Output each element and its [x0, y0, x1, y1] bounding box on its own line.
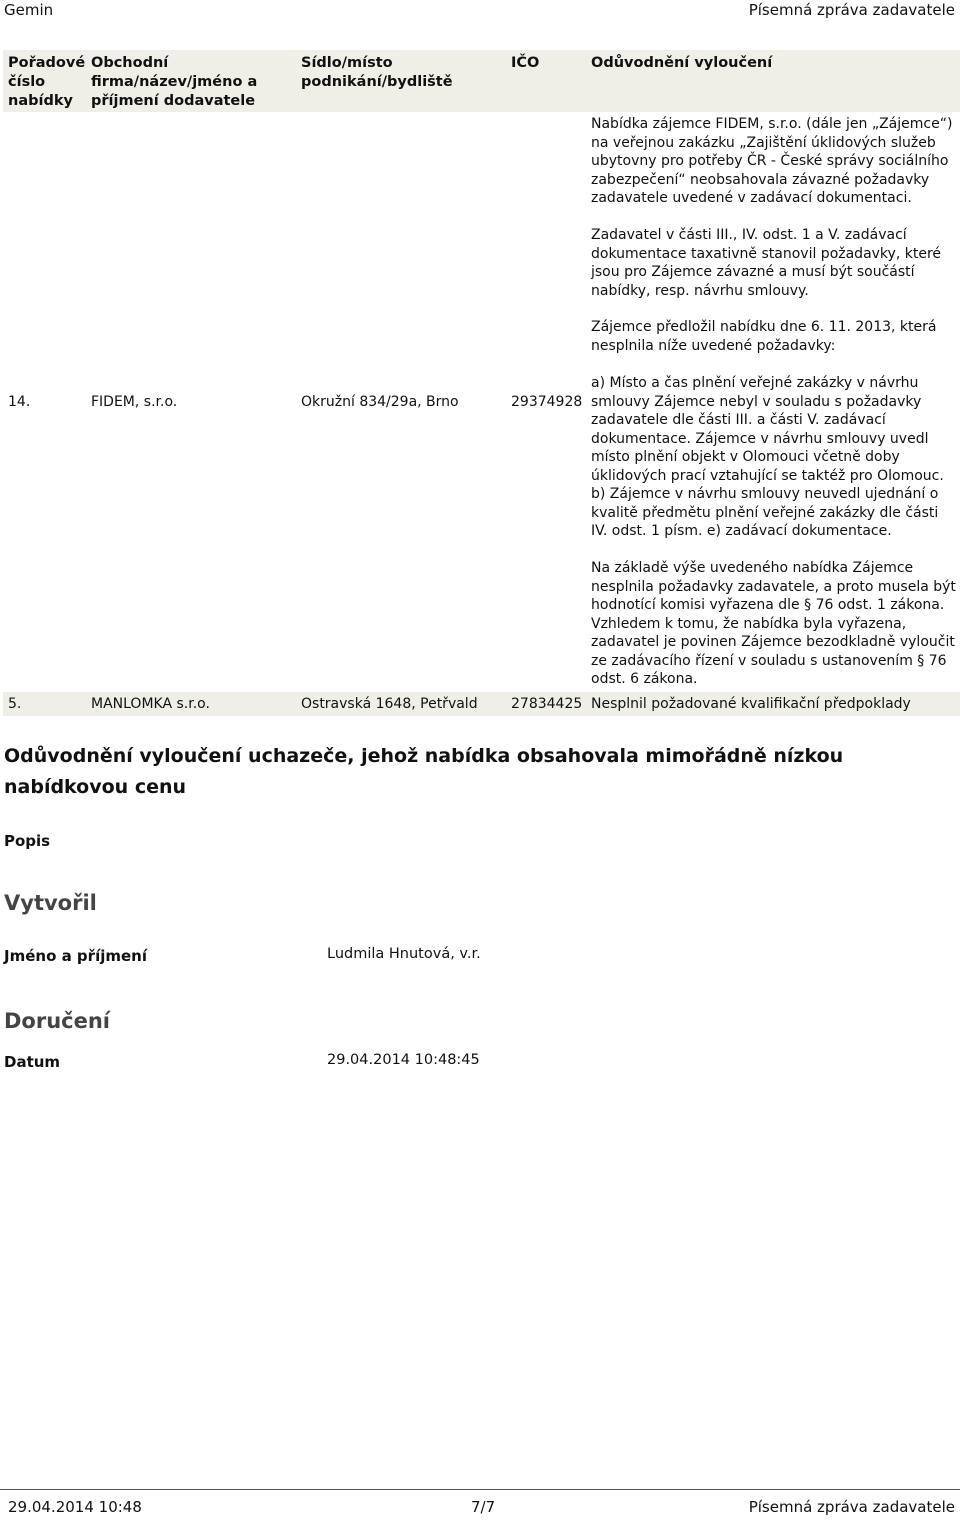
footer-right: Písemná zpráva zadavatele: [748, 1498, 955, 1516]
row-reason: [591, 318, 957, 355]
table-row: [3, 692, 960, 716]
name-value: Ludmila Hnutová, v.r.: [327, 946, 481, 962]
reason-paragraph: Zájemce předložil nabídku dne 6. 11. 2013, která nesplnila níže uvedené požadavky:: [591, 319, 937, 354]
col-address: Sídlo/místo podnikání/bydliště: [301, 55, 453, 90]
name-label: Jméno a příjmení: [4, 947, 147, 965]
header-left: Gemin: [4, 1, 54, 19]
row-reason: [591, 374, 957, 541]
low-price-heading: Odůvodnění vyloučení uchazeče, jehož nabídka obsahovala mimořádně nízkou nabídkovou cenu: [4, 745, 844, 798]
page-number: 7/7: [471, 1498, 496, 1516]
row-company: MANLOMKA s.r.o.: [91, 696, 210, 712]
date-label: Datum: [4, 1053, 61, 1071]
col-ico: IČO: [511, 55, 540, 71]
reason-paragraph: Nabídka zájemce FIDEM, s.r.o. (dále jen „Zájemce“) na veřejnou zakázku „Zajištění úklidových služeb ubytovny pro potřeby ČR - České správy sociálního zabezpečení“ neobsahovala závazné požadavky zadavatele uvedené v zadávací dokumentaci.: [591, 116, 953, 206]
page-footer: [0, 1489, 960, 1516]
reason-paragraph: Zadavatel v části III., IV. odst. 1 a V. zadávací dokumentace taxativně stanovil požadavky, které jsou pro Zájemce závazné a musí být součástí nabídky, resp. návrhu smlouvy.: [591, 227, 941, 299]
row-reason: [591, 559, 957, 689]
reason-paragraph: Na základě výše uvedeného nabídka Zájemce nesplnila požadavky zadavatele, a proto musela být hodnotící komisi vyřazena dle § 76 odst. 1 zákona. Vzhledem k tomu, že nabídka byla vyřazena, zadavatel je povinen Zájemce bezodkladně vyloučit ze zadávacího řízení v souladu s ustanovením § 76 odst. 6 zákona.: [591, 560, 956, 687]
col-reason: Odůvodnění vyloučení: [591, 55, 773, 71]
footer-left: 29.04.2014 10:48: [8, 1498, 142, 1516]
row-order: 14.: [8, 394, 31, 410]
reason-paragraph: a) Místo a čas plnění veřejné zakázky v návrhu smlouvy Zájemce nebyl v souladu s požadavky zadavatele dle části III. a části V. zadávací dokumentace. Zájemce v návrhu smlouvy uvedl místo plnění objekt v Olomouci včetně doby úklidových prací vztahující se taktéž pro Olomouc. b) Zájemce v návrhu smlouvy neuvedl ujednání o kvalitě předmětu plnění veřejné zakázky dle části IV. odst. 1 písm. e) zadávací dokumentace.: [591, 375, 944, 539]
table-header: [3, 50, 960, 112]
col-order: Pořadové číslo nabídky: [8, 55, 86, 109]
row-ico: 27834425: [511, 696, 583, 712]
row-order: 5.: [8, 696, 22, 712]
row-ico: 29374928: [511, 394, 583, 410]
date-value: 29.04.2014 10:48:45: [327, 1052, 480, 1068]
popis-label: Popis: [4, 832, 51, 850]
created-heading: Vytvořil: [4, 891, 97, 915]
delivery-heading: Doručení: [4, 1009, 111, 1033]
row-reason: [591, 115, 957, 208]
page-header: [0, 0, 960, 22]
row-address: Okružní 834/29a, Brno: [301, 394, 459, 410]
row-reason: [591, 226, 957, 300]
row-address: Ostravská 1648, Petřvald: [301, 696, 478, 712]
row-company: FIDEM, s.r.o.: [91, 394, 178, 410]
col-company: Obchodní firma/název/jméno a příjmení dodavatele: [91, 55, 258, 109]
row-reason: Nesplnil požadované kvalifikační předpoklady: [591, 696, 911, 712]
header-right: Písemná zpráva zadavatele: [748, 1, 955, 19]
